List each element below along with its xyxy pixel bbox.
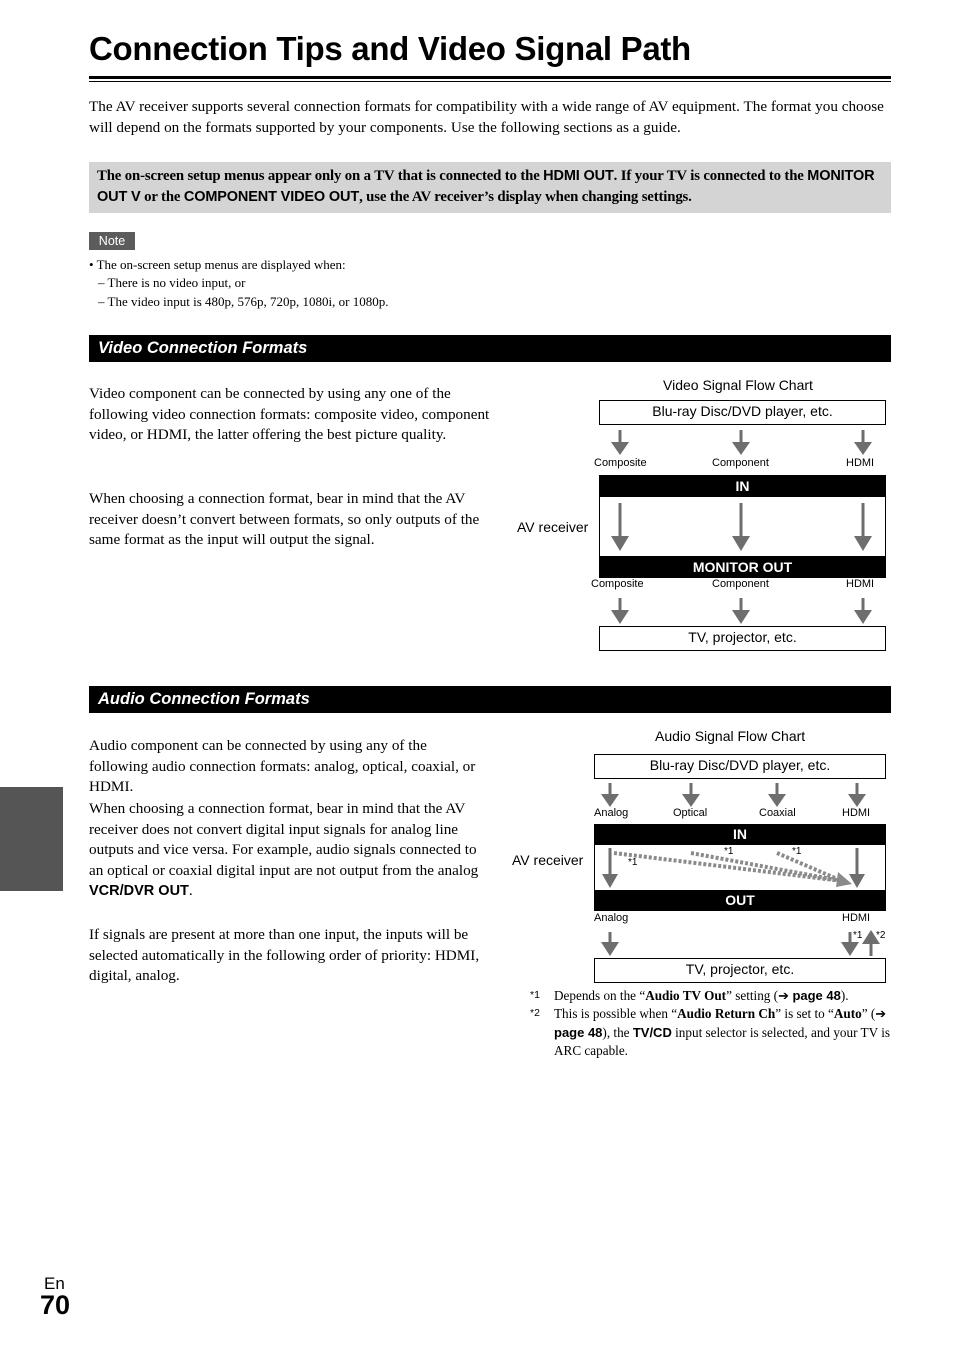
audio-receiver-label: AV receiver <box>512 852 584 868</box>
footnote-marker: *1 <box>792 846 802 857</box>
note-line: – The video input is 480p, 576p, 720p, 1080i, or 1080p. <box>98 293 389 309</box>
audio-in-arrow-coaxial <box>768 783 786 807</box>
video-input-label: Component <box>712 457 769 469</box>
video-sink-box: TV, projector, etc. <box>599 626 886 651</box>
page-number: 70 <box>40 1290 71 1320</box>
chapter-tab <box>0 787 63 891</box>
note-list <box>89 256 388 311</box>
section-heading-audio: Audio Connection Formats <box>89 686 891 713</box>
intro-paragraph: The AV receiver supports several connection formats for compatibility with a wide range of AV equipment. The format you choose will depend on the formats supported by your components. Use the following sections as a guide. <box>89 98 884 136</box>
page-reference: page 48 <box>554 1024 603 1040</box>
video-input-label: HDMI <box>846 457 875 469</box>
video-out-arrow-composite <box>611 598 629 624</box>
video-monitor-out-bar: MONITOR OUT <box>599 556 886 578</box>
audio-out-bar: OUT <box>594 890 886 911</box>
note-line: • The on-screen setup menus are displayed when: <box>89 257 346 272</box>
video-in-arrow-component <box>732 430 750 455</box>
footnote-mark: *2 <box>530 1007 540 1019</box>
audio-input-label: Coaxial <box>759 807 796 819</box>
video-paragraph-2: When choosing a connection format, bear in mind that the AV receiver doesn’t convert between formats, so only outputs of the same format as the input will output the signal. <box>89 490 480 548</box>
video-out-arrow-component <box>732 598 750 624</box>
audio-paragraph-2: When choosing a connection format, bear in mind that the AV receiver does not convert digital input signals for analog line outputs and vice versa. For example, audio signals connected to an optical or coaxial digital input are not output from the analog VCR/DVR OUT. <box>89 800 479 899</box>
video-input-label: Composite <box>594 457 647 469</box>
arrow-right-icon: ➔ <box>875 1006 887 1021</box>
page-reference: page 48 <box>792 988 841 1003</box>
audio-chart-title: Audio Signal Flow Chart <box>655 728 806 744</box>
audio-in-bar: IN <box>594 824 886 845</box>
video-paragraph-1: Video component can be connected by using any one of the following video connection formats: composite video, component video, or HDMI, the latter offering the best picture quality. <box>89 385 490 443</box>
footnote-marker: *1 <box>628 857 638 868</box>
title-rule <box>89 76 891 79</box>
video-chart-title: Video Signal Flow Chart <box>663 377 813 393</box>
highlight-box <box>89 162 891 213</box>
page-language: En <box>44 1274 65 1293</box>
footnote-marker: *1 <box>853 930 863 941</box>
arrow-right-icon: ➔ <box>778 988 790 1003</box>
audio-sink-box: TV, projector, etc. <box>594 958 886 983</box>
video-in-arrow-composite <box>611 430 629 455</box>
audio-in-arrow-hdmi <box>848 783 866 807</box>
audio-output-label: Analog <box>594 912 629 924</box>
audio-input-label: Optical <box>673 807 708 819</box>
audio-paragraph-1: Audio component can be connected by using any of the following audio connection formats: analog, optical, coaxial, or HDMI. <box>89 737 476 795</box>
audio-input-label: Analog <box>594 807 629 819</box>
video-output-label: HDMI <box>846 578 875 590</box>
title-rule-thin <box>89 81 891 82</box>
footnote-1: *1 Depends on the “Audio TV Out” setting (➔ page 48). <box>530 988 849 1003</box>
video-in-arrow-hdmi <box>854 430 872 455</box>
page-title: Connection Tips and Video Signal Path <box>89 30 691 67</box>
footnote-2: *2 This is possible when “Audio Return Ch” is set to “Auto” (➔ page 48), the TV/CD input selector is selected, and your TV is ARC capable. <box>530 1006 890 1058</box>
audio-input-label: HDMI <box>842 807 871 819</box>
video-receiver-label: AV receiver <box>517 519 589 535</box>
section-heading-video: Video Connection Formats <box>89 335 891 362</box>
footnote-marker: *1 <box>724 846 734 857</box>
audio-source-box: Blu-ray Disc/DVD player, etc. <box>594 754 886 779</box>
highlight-text: The on-screen setup menus appear only on a TV that is connected to the HDMI OUT. If your TV is connected to the MONITOR OUT V or the COMPONENT VIDEO OUT, use the AV receiver’s display when changing settings. <box>97 168 875 205</box>
note-line: – There is no video input, or <box>98 275 246 291</box>
footnote-mark: *1 <box>530 989 540 1001</box>
audio-output-label: HDMI <box>842 912 871 924</box>
video-out-arrow-hdmi <box>854 598 872 624</box>
video-in-bar: IN <box>599 475 886 497</box>
note-label: Note <box>89 232 135 250</box>
footnote-marker: *2 <box>876 930 886 941</box>
audio-out-arrow-analog <box>601 932 619 956</box>
video-output-label: Component <box>712 578 769 590</box>
video-output-label: Composite <box>591 578 644 590</box>
audio-in-arrow-analog <box>601 783 619 807</box>
audio-paragraph-3: If signals are present at more than one input, the inputs will be selected automatically in the following order of priority: HDMI, digital, analog. <box>89 926 480 984</box>
video-source-box: Blu-ray Disc/DVD player, etc. <box>599 400 886 425</box>
audio-in-arrow-optical <box>682 783 700 807</box>
